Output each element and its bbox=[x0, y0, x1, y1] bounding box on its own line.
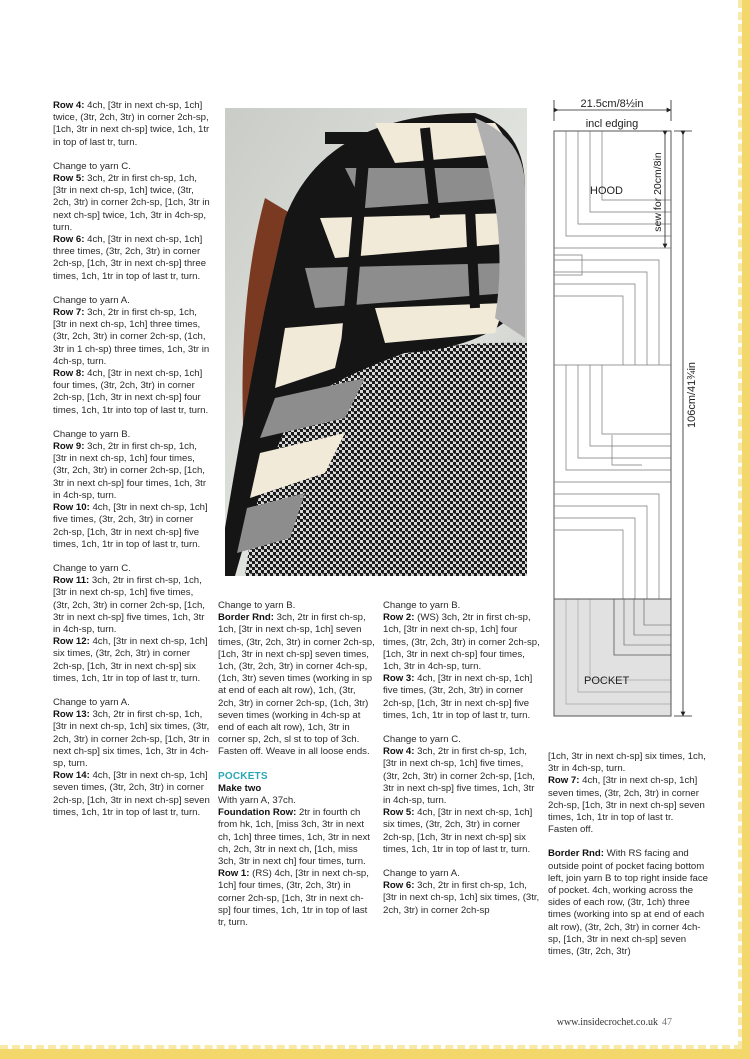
pocket-label: POCKET bbox=[584, 675, 630, 687]
width-label: 21.5cm/8½in bbox=[580, 98, 644, 110]
pockets-section: POCKETS Make two With yarn A, 37ch. Foundation Row: 2tr in fourth ch from hk, 1ch, [miss 3ch, 3tr in next ch, 1ch] three times, 1ch, 3tr in next ch, 2ch, 3tr in next ch, [1ch, miss 3ch, 3tr in next ch] four times, turn. Row 1: (RS) 4ch, [3tr in next ch-sp, 1ch] four times, (3tr, 2ch, 3tr) in corner 2ch-sp, [1ch, 3tr in next ch-sp] four times, 1ch, 1tr in top of last tr, turn. bbox=[218, 770, 370, 929]
instruction-row: Change to yarn C. Row 11: 3ch, 2tr in first ch-sp, 1ch, [3tr in next ch-sp, 1ch] five times, (3tr, 2ch, 3tr) in corner 2ch-sp, [1ch, 3tr in next ch-sp] five times, 1ch, 3tr in 4ch-sp, turn. Row 12: 4ch, [3tr in next ch-sp, 1ch] six times, (3tr, 2ch, 3tr) in corner 2ch-sp, [1ch, 3tr in next ch-sp] six times, 1ch, 1tr in top of last tr, turn. bbox=[53, 562, 208, 684]
instruction-row: Border Rnd: With RS facing and outside point of pocket facing bottom left, join yarn B to top right inside face of pocket. 4ch, working across the sides of each row, (3tr, 1ch) three times (working into sp at end of each alt row), (3tr, 2ch, 3tr) in corner 4ch-sp, [1ch, 3tr in next ch-sp] seven times, (3tr, 2ch, 3tr) bbox=[548, 848, 708, 958]
sew-label: sew for 20cm/8in bbox=[652, 152, 664, 232]
pattern-column-2 bbox=[218, 600, 376, 929]
instruction-row: Change to yarn A. Row 7: 3ch, 2tr in first ch-sp, 1ch, [3tr in next ch-sp, 1ch] three times, (3tr, 2ch, 3tr) in corner 2ch-sp, (1ch, 3tr in 1 ch-sp) three times, 1ch, 3tr in 4ch-sp, turn. Row 8: 4ch, [3tr in next ch-sp, 1ch] four times, (3tr, 2ch, 3tr) in corner 2ch-sp, [1ch, 3tr in next ch-sp] four times, 1ch, 1tr into top of last tr, turn. bbox=[53, 294, 210, 416]
instruction-row: Change to yarn B. Border Rnd: 3ch, 2tr in first ch-sp, 1ch, [3tr in next ch-sp, 1ch] seven times, (3tr, 2ch, 3tr) in corner 2ch-sp, [1ch, 3tr in next ch-sp] seven times, 1ch, (3tr, 2ch, 3tr) in corner 4ch-sp, (1ch, 3tr) seven times (working in sp at end of each alt row), 1ch, (3tr, 2ch, 3tr) in corner 2ch-sp, (1ch, 3tr) seven times (working in 4ch-sp at end of each alt row), 1ch, 3tr in corner sp, 2ch, sl st to top of 3ch. Fasten off. Weave in all loose ends. bbox=[218, 600, 375, 758]
scarf-diagram bbox=[552, 95, 702, 720]
pocket-area bbox=[554, 599, 671, 716]
hooded-scarf-photo bbox=[225, 108, 527, 576]
photo-illustration bbox=[225, 108, 527, 576]
instruction-row: Change to yarn B. Row 2: (WS) 3ch, 2tr in first ch-sp, 1ch, [3tr in next ch-sp, 1ch] four times, (3tr, 2ch, 3tr) in corner 2ch-sp, [1ch, 3tr in next ch-sp] four times, 1ch, 3tr in 4ch-sp, turn. Row 3: 4ch, [3tr in next ch-sp, 1ch] five times, (3tr, 2ch, 3tr) in corner 2ch-sp, [1ch, 3tr in next ch-sp] five times, 1ch, 1tr in top of last tr, turn. bbox=[383, 600, 540, 721]
pattern-column-1 bbox=[53, 100, 211, 831]
pattern-column-3 bbox=[383, 600, 541, 929]
pattern-column-4 bbox=[548, 751, 708, 970]
instruction-row: [1ch, 3tr in next ch-sp] six times, 1ch, 3tr in 4ch-sp, turn. Row 7: 4ch, [3tr in next ch-sp, 1ch] seven times, (3tr, 2ch, 3tr) in corner 2ch-sp, [1ch, 3tr in next ch-sp] seven times, 1ch, 1tr in top of last tr. Fasten off. bbox=[548, 751, 706, 836]
instruction-row: Change to yarn A. Row 6: 3ch, 2tr in first ch-sp, 1ch, [3tr in next ch-sp, 1ch] six times, (3tr, 2ch, 3tr) in corner 2ch-sp bbox=[383, 868, 540, 916]
instruction-row: Change to yarn C. Row 4: 3ch, 2tr in first ch-sp, 1ch, [3tr in next ch-sp, 1ch] five times, (3tr, 2ch, 3tr) in corner 2ch-sp, [1ch, 3tr in next ch-sp] five times, 1ch, 3tr in 4ch-sp, turn. Row 5: 4ch, [3tr in next ch-sp, 1ch] six times, (3tr, 2ch, 3tr) in corner 2ch-sp, [1ch, 3tr in next ch-sp] six times, 1ch, 1tr in top of last tr, turn. bbox=[383, 734, 535, 855]
instruction-row: Row 4: 4ch, [3tr in next ch-sp, 1ch] twice, (3tr, 2ch, 3tr) in corner 2ch-sp, [1ch, 3tr in next ch-sp] twice, 1ch, 1tr in top of last tr, turn. bbox=[53, 100, 210, 148]
height-label: 106cm/41¾in bbox=[686, 361, 698, 429]
website-url: www.insidecrochet.co.uk bbox=[556, 1017, 658, 1028]
pockets-heading: POCKETS bbox=[218, 770, 268, 782]
schematic bbox=[552, 95, 702, 720]
instruction-row: Change to yarn B. Row 9: 3ch, 2tr in first ch-sp, 1ch, [3tr in next ch-sp, 1ch] four times, (3tr, 2ch, 3tr) in corner 2ch-sp, [1ch, 3tr in next ch-sp] four times, 1ch, 3tr in 4ch-sp, turn. Row 10: 4ch, [3tr in next ch-sp, 1ch] five times, (3tr, 2ch, 3tr) in corner 2ch-sp, [1ch, 3tr in next ch-sp] five times, 1ch, 1tr in top of last tr, turn. bbox=[53, 428, 208, 550]
page-footer bbox=[557, 1017, 672, 1028]
edging-label: incl edging bbox=[585, 118, 639, 130]
instruction-row: Change to yarn C. Row 5: 3ch, 2tr in first ch-sp, 1ch, [3tr in next ch-sp, 1ch] twice, (3tr, 2ch, 3tr) in corner 2ch-sp, [1ch, 3tr in next ch-sp] twice, 1ch, 3tr in 4ch-sp, turn. Row 6: 4ch, [3tr in next ch-sp, 1ch] three times, (3tr, 2ch, 3tr) in corner 2ch-sp, [1ch, 3tr in next ch-sp] three times, 1ch, 1tr in top of last tr, turn. bbox=[53, 160, 210, 282]
instruction-row: Change to yarn A. Row 13: 3ch, 2tr in first ch-sp, 1ch, [3tr in next ch-sp, 1ch] six times, (3tr, 2ch, 3tr) in corner 2ch-sp, [1ch, 3tr in next ch-sp] six times, 1ch, 3tr in 4ch-sp, turn. Row 14: 4ch, [3tr in next ch-sp, 1ch] seven times, (3tr, 2ch, 3tr) in corner 2ch-sp, [1ch, 3tr in next ch-sp] seven times, 1ch, 1tr in top of last tr, turn. bbox=[53, 696, 210, 818]
hood-label: HOOD bbox=[590, 185, 623, 197]
page-number: 47 bbox=[662, 1017, 672, 1028]
